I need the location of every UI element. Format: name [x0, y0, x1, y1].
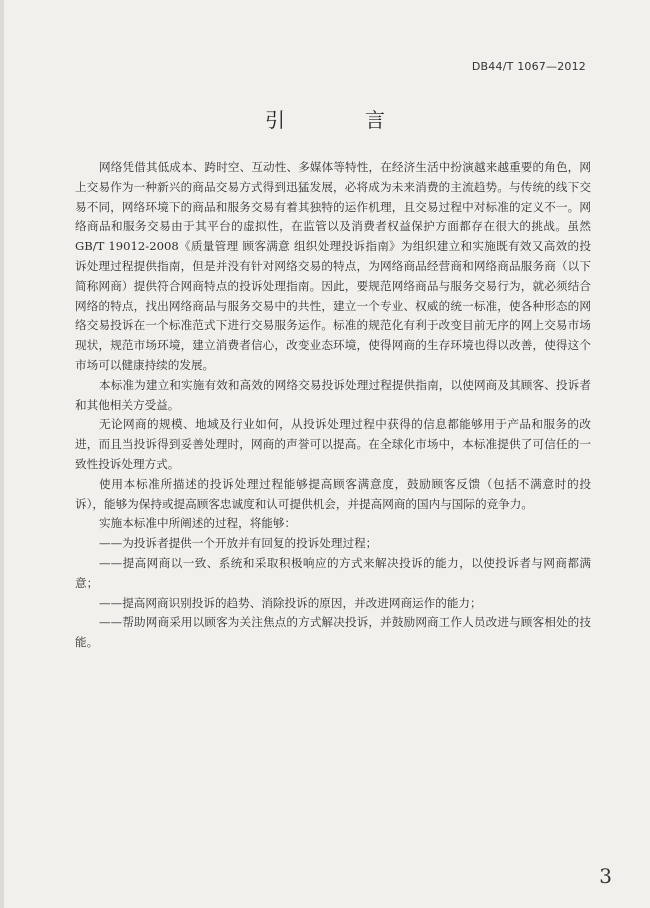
list-item: ——帮助网商采用以顾客为关注焦点的方式解决投诉，并鼓励网商工作人员改进与顾客相处的技能。 — [75, 615, 591, 650]
list-item: ——提高网商以一致、系统和采取积极响应的方式来解决投诉的能力，以使投诉者与网商都满意； — [75, 555, 591, 590]
page-title: 引 言 — [265, 108, 415, 132]
standard-code: DB44/T 1067—2012 — [471, 60, 586, 73]
list-item: ——提高网商识别投诉的趋势、消除投诉的原因，并改进网商运作的能力； — [99, 595, 482, 610]
paragraph-2: 本标准为建立和实施有效和高效的网络交易投诉处理过程提供指南，以使网商及其顾客、投诉者和其他相关方受益。 — [75, 377, 591, 412]
paragraph-5: 实施本标准中所阐述的过程，将能够： — [99, 516, 297, 531]
paragraph-1: 网络凭借其低成本、跨时空、互动性、多媒体等特性，在经济生活中扮演越来越重要的角色，网上交易作为一种新兴的商品交易方式得到迅猛发展，必将成为未来消费的主流趋势。与传统的线下交易不同，网络环境下的商品和服务交易有着其独特的运作机理，且交易过程中对标准的定义不一。网络商品和服务交易由于其平台的虚拟性，在监管以及消费者权益保护方面都存在很大的挑战。虽然GB/T 19012-2008《质量管理 顾客满意 组织处理投诉指南》为组织建立和实施既有效又高效的投诉处理过程提供指南，但是并没有针对网络交易的特点，为网络商品经营商和网络商品服务商（以下简称网商）提供符合网商特点的投诉处理指南。因此，要规范网络商品与服务交易行为，就必须结合网络的特点，找出网络商品与服务交易中的共性，建立一个专业、权威的统一标准，使各种形态的网络交易投诉在一个标准范式下进行交易服务运作。标准的规范化有利于改变目前无序的网上交易市场现状，规范市场环境，建立消费者信心，改变业态环境，使得网商的生存环境也得以改善，使得这个市场可以健康持续的发展。 — [75, 160, 591, 372]
paragraph-4: 使用本标准所描述的投诉处理过程能够提高顾客满意度，鼓励顾客反馈（包括不满意时的投诉），能够为保持或提高顾客忠诚度和认可提供机会，并提高网商的国内与国际的竞争力。 — [75, 476, 591, 511]
paragraph-3: 无论网商的规模、地域及行业如何，从投诉处理过程中获得的信息都能够用于产品和服务的改进，而且当投诉得到妥善处理时，网商的声誉可以提高。在全球化市场中，本标准提供了可信任的一致性投诉处理方式。 — [75, 417, 591, 471]
document-body — [75, 158, 591, 653]
benefit-list — [75, 534, 591, 653]
list-item: ——为投诉者提供一个开放并有回复的投诉处理过程； — [99, 536, 378, 551]
page-number: 3 — [599, 864, 612, 888]
